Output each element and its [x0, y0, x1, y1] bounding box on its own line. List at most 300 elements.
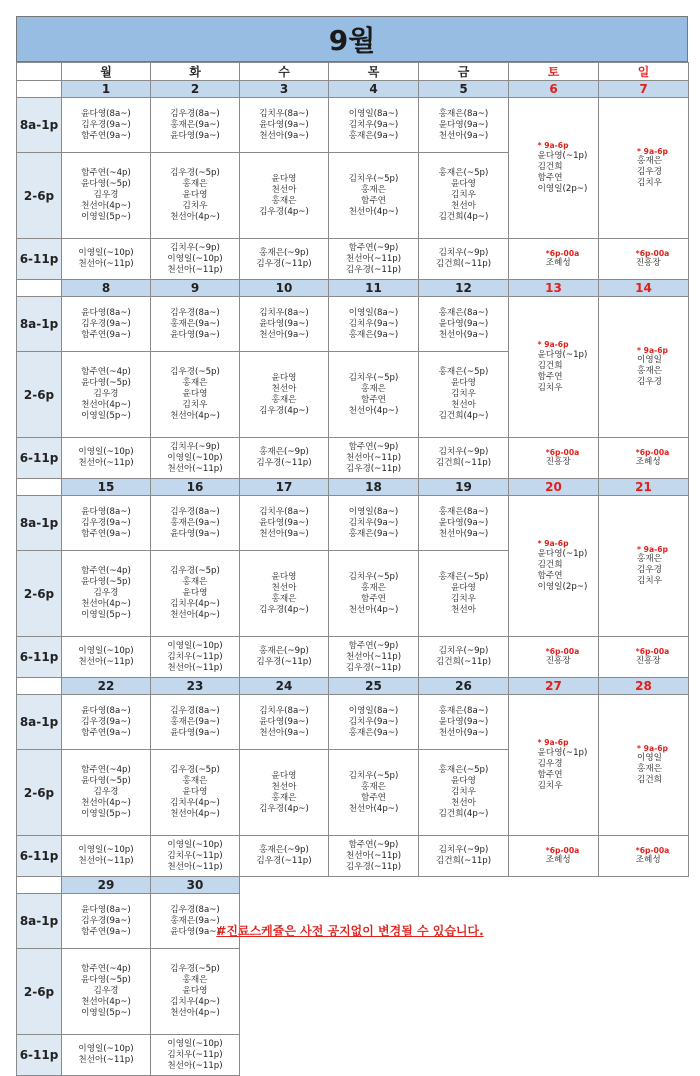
weekday-label: 금 [419, 63, 509, 81]
staff-entry: 천선아(~11p) [345, 253, 402, 264]
date-row-spacer [17, 280, 62, 297]
staff-entry: 진흥장 [545, 457, 571, 468]
staff-entry: 천선아 [271, 582, 297, 593]
staff-entry: 홍재은(8a~) [438, 705, 489, 716]
staff-entry: 윤다영(~5p) [81, 179, 131, 189]
staff-entry: 이영일(~10p) [167, 1038, 223, 1049]
staff-entry: 진흥장 [635, 258, 661, 269]
staff-entry: 천선아(4p~) [348, 803, 399, 814]
staff-entry: 김건희(4p~) [438, 212, 489, 222]
time-slot-label: 2-6p [17, 750, 62, 836]
staff-entry: 홍재은 [637, 554, 662, 565]
weekday-header [17, 63, 689, 81]
staff-entry: 천선아(4p~) [81, 400, 131, 410]
staff-entry: 김우경(~11p) [256, 458, 312, 468]
schedule-cell [62, 750, 151, 836]
empty-cell [329, 949, 419, 1035]
staff-entry: 이영일(5p~) [81, 610, 131, 620]
staff-entry: 천선아(9a~) [259, 130, 309, 141]
staff-entry: 함주연 [361, 195, 386, 206]
staff-entry: 김건희(~11p) [435, 856, 492, 866]
weekend-shift [619, 346, 668, 389]
staff-entry: 김우경(~11p) [345, 662, 402, 673]
date-number: 7 [599, 81, 689, 98]
staff-entry: 윤다영 [451, 776, 476, 786]
staff-entry: 김치우(9a~) [348, 517, 399, 528]
staff-entry: 김우경 [93, 986, 119, 996]
empty-cell [240, 1035, 329, 1076]
schedule-cell [419, 836, 509, 877]
time-slot-label: 6-11p [17, 438, 62, 479]
schedule-cell [419, 352, 509, 438]
staff-entry: 홍재은 [361, 383, 386, 394]
staff-entry: 홍재은 [361, 582, 386, 593]
schedule-cell [240, 352, 329, 438]
staff-entry: 김치우(9a~) [348, 119, 399, 130]
weekend-shift [528, 448, 580, 469]
staff-entry: 윤다영 [271, 173, 297, 184]
time-slot-label: 2-6p [17, 551, 62, 637]
staff-entry: 김우경(~11p) [345, 463, 402, 474]
staff-entry: 이영일(~10p) [78, 447, 134, 457]
staff-entry: 김건희(4p~) [438, 809, 489, 819]
staff-entry: 김치우(~9p) [438, 845, 489, 855]
date-number: 17 [240, 479, 329, 496]
schedule-cell [62, 297, 151, 352]
staff-entry: 홍재은(9a~) [170, 517, 220, 528]
page-title: 9월 [16, 16, 688, 62]
staff-entry: 김우경(~11p) [256, 259, 312, 269]
schedule-cell [240, 297, 329, 352]
saturday-night-shift [509, 239, 599, 280]
staff-entry: 김우경(9a~) [81, 517, 131, 528]
schedule-cell [240, 551, 329, 637]
staff-entry: 천선아(~11p) [78, 657, 134, 667]
staff-entry: 윤다영(~1p) [537, 349, 588, 360]
staff-entry: 함주연(~4p) [81, 765, 131, 775]
staff-entry: 홍재은(8a~) [438, 506, 489, 517]
date-number: 28 [599, 678, 689, 695]
schedule-cell [419, 496, 509, 551]
staff-entry: 천선아(4p~) [170, 1008, 220, 1018]
staff-entry: 윤다영 [271, 372, 297, 383]
staff-entry: 윤다영(9a~) [170, 727, 220, 738]
staff-entry: 윤다영(9a~) [259, 716, 309, 727]
staff-entry: 윤다영 [182, 588, 208, 598]
staff-entry: 함주연(9a~) [81, 727, 131, 738]
staff-entry: 이영일(~10p) [167, 839, 223, 850]
staff-entry: 김건희 [637, 775, 662, 786]
slot-row-morning [17, 297, 689, 352]
empty-cell [329, 894, 419, 949]
staff-entry: 홍재은(9a~) [348, 528, 399, 539]
schedule-cell [240, 98, 329, 153]
staff-entry: 천선아(9a~) [438, 528, 489, 539]
schedule-cell [151, 1035, 240, 1076]
staff-entry: 천선아(~11p) [167, 264, 223, 275]
staff-entry: 홍재은 [271, 394, 297, 405]
staff-entry: 천선아(4p~) [81, 201, 131, 211]
staff-entry: 김치우 [637, 178, 662, 189]
empty-cell [599, 1035, 689, 1076]
staff-entry: 윤다영(8a~) [81, 904, 131, 915]
date-number: 14 [599, 280, 689, 297]
shift-hours: * 9a-6p [537, 738, 569, 748]
staff-entry: 김우경(~5p) [170, 367, 220, 377]
staff-entry: 천선아(~11p) [167, 662, 223, 673]
staff-entry: 김우경(4p~) [259, 803, 309, 814]
time-slot-label: 2-6p [17, 949, 62, 1035]
date-number: 9 [151, 280, 240, 297]
staff-entry: 이영일(2p~) [537, 183, 588, 194]
staff-entry: 김우경(4p~) [259, 604, 309, 615]
slot-row-morning [17, 695, 689, 750]
staff-entry: 천선아(4p~) [170, 212, 220, 222]
staff-entry: 김치우(~5p) [348, 372, 399, 383]
staff-entry: 김건희 [537, 360, 563, 371]
shift-hours: * 9a-6p [537, 141, 569, 151]
weekend-shift [619, 744, 668, 787]
date-number: 18 [329, 479, 419, 496]
weekend-shift [520, 141, 588, 195]
staff-entry: 김우경(~5p) [170, 168, 220, 178]
weekend-shift [619, 147, 668, 190]
schedule-cell [151, 496, 240, 551]
staff-entry: 홍재은 [271, 195, 297, 206]
staff-entry: 김치우(~9p) [438, 447, 489, 457]
weekday-label: 일 [599, 63, 689, 81]
staff-entry: 이영일 [637, 355, 662, 366]
schedule-cell [329, 239, 419, 280]
schedule-cell [329, 637, 419, 678]
time-slot-label: 2-6p [17, 153, 62, 239]
slot-row-evening [17, 239, 689, 280]
staff-entry: 천선아 [451, 400, 476, 410]
schedule-cell [240, 438, 329, 479]
staff-entry: 김치우(4p~) [170, 997, 220, 1007]
staff-entry: 김우경(9a~) [81, 318, 131, 329]
sunday-night-shift [599, 836, 689, 877]
staff-entry: 윤다영(9a~) [259, 517, 309, 528]
schedule-cell [240, 239, 329, 280]
staff-entry: 홍재은(8a~) [438, 307, 489, 318]
staff-entry: 이영일(5p~) [81, 411, 131, 421]
date-number: 1 [62, 81, 151, 98]
schedule-cell [419, 98, 509, 153]
date-number: 29 [62, 877, 151, 894]
date-number: 15 [62, 479, 151, 496]
staff-entry: 김건희(~11p) [435, 458, 492, 468]
staff-entry: 천선아 [451, 201, 476, 211]
staff-entry: 천선아 [271, 383, 297, 394]
staff-entry: 김치우(~11p) [167, 651, 223, 662]
schedule-cell [151, 239, 240, 280]
sunday-day-shift [599, 98, 689, 239]
time-slot-label: 8a-1p [17, 496, 62, 551]
date-row [17, 479, 689, 496]
schedule-cell [329, 438, 419, 479]
staff-entry: 윤다영(9a~) [170, 130, 220, 141]
staff-entry: 홍재은 [182, 975, 208, 985]
staff-entry: 윤다영(~5p) [81, 378, 131, 388]
staff-entry: 김치우 [637, 576, 662, 587]
shift-hours: *6p-00a [635, 646, 670, 656]
schedule-cell [62, 1035, 151, 1076]
sunday-night-shift [599, 239, 689, 280]
saturday-day-shift [509, 297, 599, 438]
staff-entry: 김우경(9a~) [81, 716, 131, 727]
staff-entry: 김치우 [451, 190, 476, 200]
weekday-label: 월 [62, 63, 151, 81]
staff-entry: 윤다영 [182, 986, 208, 996]
staff-entry: 천선아(~11p) [78, 856, 134, 866]
staff-entry: 천선아(~11p) [345, 850, 402, 861]
staff-entry: 홍재은 [182, 776, 208, 786]
empty-cell [509, 949, 599, 1035]
staff-entry: 김우경(4p~) [259, 206, 309, 217]
staff-entry: 김치우 [451, 389, 476, 399]
empty-cell [509, 1035, 599, 1076]
staff-entry: 이영일(8a~) [348, 307, 399, 318]
staff-entry: 김치우(9a~) [348, 716, 399, 727]
staff-entry: 이영일(5p~) [81, 212, 131, 222]
staff-entry: 홍재은(~9p) [259, 447, 309, 457]
staff-entry: 홍재은 [182, 378, 208, 388]
date-number: 12 [419, 280, 509, 297]
staff-entry: 천선아(9a~) [259, 329, 309, 340]
schedule-cell [419, 551, 509, 637]
schedule-cell [419, 438, 509, 479]
schedule-cell [62, 239, 151, 280]
staff-entry: 김치우 [182, 201, 208, 211]
date-number: 13 [509, 280, 599, 297]
time-slot-label: 6-11p [17, 836, 62, 877]
schedule-cell [329, 551, 419, 637]
staff-entry: 홍재은(~5p) [438, 367, 489, 377]
sunday-night-shift [599, 637, 689, 678]
staff-entry: 이영일(~10p) [167, 452, 223, 463]
shift-hours: *6p-00a [635, 248, 670, 258]
time-slot-label: 8a-1p [17, 98, 62, 153]
staff-entry: 김건희(~11p) [435, 259, 492, 269]
schedule-cell [329, 98, 419, 153]
sunday-day-shift [599, 496, 689, 637]
weekday-label: 화 [151, 63, 240, 81]
staff-entry: 함주연 [537, 769, 563, 780]
staff-entry: 함주연(9a~) [81, 528, 131, 539]
staff-entry: 김치우 [451, 593, 476, 604]
staff-entry: 천선아(~11p) [78, 259, 134, 269]
date-number: 16 [151, 479, 240, 496]
schedule-cell [240, 750, 329, 836]
staff-entry: 김치우 [451, 787, 476, 797]
staff-entry: 윤다영(9a~) [170, 528, 220, 539]
weekend-shift [528, 846, 580, 867]
staff-entry: 천선아(~11p) [345, 651, 402, 662]
staff-entry: 천선아(~11p) [167, 861, 223, 872]
staff-entry: 홍재은(~5p) [438, 765, 489, 775]
staff-entry: 김우경(4p~) [259, 405, 309, 416]
staff-entry: 윤다영 [182, 389, 208, 399]
staff-entry: 윤다영(9a~) [170, 329, 220, 340]
date-number: 20 [509, 479, 599, 496]
staff-entry: 천선아 [271, 184, 297, 195]
staff-entry: 윤다영(~1p) [537, 747, 588, 758]
staff-entry: 김우경(~5p) [170, 566, 220, 576]
staff-entry: 진흥장 [635, 656, 661, 667]
shift-hours: * 9a-6p [637, 544, 668, 554]
slot-row-evening [17, 438, 689, 479]
staff-entry: 함주연(9a~) [81, 926, 131, 937]
staff-entry: 홍재은 [271, 593, 297, 604]
staff-entry: 김우경(~5p) [170, 765, 220, 775]
staff-entry: 윤다영(~5p) [81, 975, 131, 985]
schedule-cell [329, 496, 419, 551]
shift-hours: * 9a-6p [637, 146, 668, 156]
date-number: 8 [62, 280, 151, 297]
date-row [17, 81, 689, 98]
staff-entry: 이영일(~10p) [167, 640, 223, 651]
weekend-shift [618, 448, 670, 469]
staff-entry: 천선아(4p~) [348, 604, 399, 615]
staff-entry: 윤다영(8a~) [81, 705, 131, 716]
schedule-cell [329, 836, 419, 877]
staff-entry: 김우경(8a~) [170, 108, 220, 119]
staff-entry: 윤다영 [271, 571, 297, 582]
slot-row-morning [17, 894, 689, 949]
empty-cell [599, 877, 689, 894]
date-number: 5 [419, 81, 509, 98]
staff-entry: 함주연(~4p) [81, 168, 131, 178]
staff-entry: 윤다영(~5p) [81, 776, 131, 786]
schedule-cell [151, 894, 240, 949]
schedule-cell [62, 496, 151, 551]
staff-entry: 이영일(5p~) [81, 809, 131, 819]
schedule-cell [419, 750, 509, 836]
staff-entry: 김우경(~11p) [256, 657, 312, 667]
weekend-shift [618, 846, 670, 867]
empty-cell [240, 894, 329, 949]
empty-cell [419, 1035, 509, 1076]
date-row [17, 280, 689, 297]
saturday-day-shift [509, 695, 599, 836]
weekend-shift [528, 249, 580, 270]
staff-entry: 천선아(~11p) [167, 463, 223, 474]
staff-entry: 윤다영 [271, 770, 297, 781]
saturday-day-shift [509, 496, 599, 637]
slot-row-afternoon [17, 949, 689, 1035]
staff-entry: 이영일(5p~) [81, 1008, 131, 1018]
shift-hours: *6p-00a [545, 845, 580, 855]
staff-entry: 이영일(8a~) [348, 705, 399, 716]
date-row-spacer [17, 479, 62, 496]
staff-entry: 윤다영(9a~) [259, 119, 309, 130]
staff-entry: 김우경 [637, 377, 662, 388]
staff-entry: 윤다영(9a~) [259, 318, 309, 329]
schedule-cell [62, 949, 151, 1035]
staff-entry: 홍재은 [637, 764, 662, 775]
schedule-cell [240, 153, 329, 239]
empty-cell [419, 877, 509, 894]
staff-entry: 김건희 [537, 161, 563, 172]
staff-entry: 홍재은 [182, 179, 208, 189]
date-row [17, 678, 689, 695]
weekday-label: 토 [509, 63, 599, 81]
staff-entry: 윤다영(9a~) [438, 119, 489, 130]
staff-entry: 김우경(~11p) [345, 264, 402, 275]
staff-entry: 김치우(~5p) [348, 173, 399, 184]
staff-entry: 함주연(9a~) [81, 329, 131, 340]
staff-entry: 천선아 [451, 798, 476, 808]
schedule-cell [419, 695, 509, 750]
staff-entry: 천선아 [271, 781, 297, 792]
staff-entry: 홍재은(9a~) [170, 915, 220, 926]
staff-entry: 윤다영(8a~) [81, 108, 131, 119]
slot-row-evening [17, 836, 689, 877]
staff-entry: 이영일(~10p) [78, 248, 134, 258]
schedule-cell [151, 551, 240, 637]
date-number: 3 [240, 81, 329, 98]
staff-entry: 김치우(~11p) [167, 850, 223, 861]
schedule-cell [329, 153, 419, 239]
staff-entry: 윤다영(~1p) [537, 150, 588, 161]
time-slot-label: 6-11p [17, 1035, 62, 1076]
date-row-spacer [17, 678, 62, 695]
shift-hours: * 9a-6p [537, 539, 569, 549]
empty-cell [240, 949, 329, 1035]
schedule-cell [419, 297, 509, 352]
shift-hours: *6p-00a [545, 646, 580, 656]
staff-entry: 김우경 [93, 389, 119, 399]
staff-entry: 홍재은(~9p) [259, 646, 309, 656]
saturday-night-shift [509, 438, 599, 479]
staff-entry: 김치우(~9p) [438, 248, 489, 258]
schedule-cell [62, 98, 151, 153]
staff-entry: 김치우(4p~) [170, 798, 220, 808]
staff-entry: 김치우(~5p) [348, 770, 399, 781]
time-slot-label: 8a-1p [17, 695, 62, 750]
staff-entry: 함주연(9a~) [81, 130, 131, 141]
sunday-night-shift [599, 438, 689, 479]
staff-entry: 윤다영 [451, 582, 476, 593]
staff-entry: 천선아(4p~) [170, 610, 220, 620]
staff-entry: 김건희 [537, 559, 563, 570]
schedule-cell [240, 496, 329, 551]
staff-entry: 함주연 [361, 394, 386, 405]
shift-hours: * 9a-6p [637, 345, 668, 355]
weekend-shift [528, 647, 580, 668]
schedule-cell [240, 695, 329, 750]
weekend-shift [520, 340, 588, 394]
staff-entry: 김건희(4p~) [438, 411, 489, 421]
sunday-day-shift [599, 695, 689, 836]
date-number: 22 [62, 678, 151, 695]
shift-hours: * 9a-6p [537, 340, 569, 350]
schedule-cell [151, 836, 240, 877]
weekend-shift [618, 249, 670, 270]
staff-entry: 천선아(4p~) [348, 405, 399, 416]
saturday-night-shift [509, 836, 599, 877]
slot-row-morning [17, 98, 689, 153]
staff-entry: 조혜성 [545, 258, 571, 269]
date-number: 2 [151, 81, 240, 98]
staff-entry: 조혜성 [545, 855, 571, 866]
staff-entry: 김치우(~5p) [348, 571, 399, 582]
date-number: 10 [240, 280, 329, 297]
staff-entry: 김우경(8a~) [170, 705, 220, 716]
staff-entry: 김치우(~9p) [170, 242, 220, 253]
staff-entry: 홍재은 [182, 577, 208, 587]
